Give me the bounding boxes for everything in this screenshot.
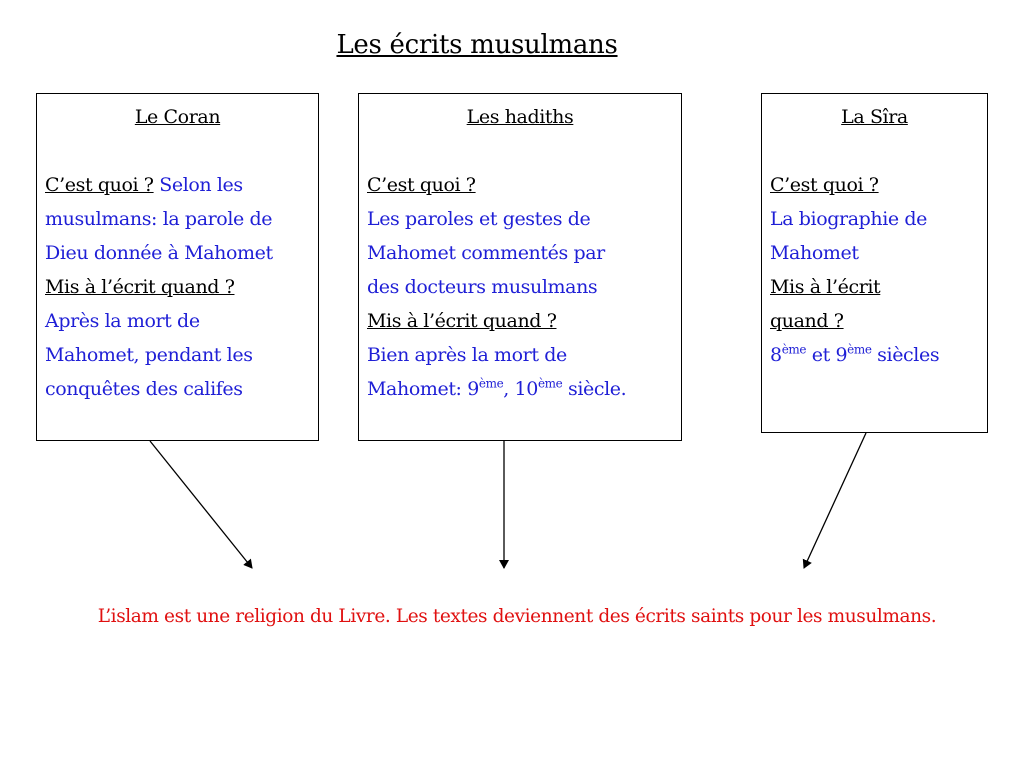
box-title: Les hadiths [466,106,574,128]
page-title: Les écrits musulmans [336,30,618,60]
answer-line: conquêtes des califes [45,378,243,400]
answer-inline: Selon les [153,174,243,196]
superscript: ème [478,376,504,391]
question-when: quand ? [770,310,844,332]
answer-text: siècles [871,344,940,366]
answer-line: Les paroles et gestes de [367,208,591,230]
question-what: C’est quoi ? [367,174,476,196]
conclusion-text: L’islam est une religion du Livre. Les textes deviennent des écrits saints pour les musulmans. [97,606,937,627]
superscript: ème [847,342,872,357]
answer-line: Mahomet [770,242,859,264]
answer-line: Après la mort de [45,310,200,332]
arrow-coran [150,441,252,568]
question-when: Mis à l’écrit quand ? [367,310,557,332]
answer-text: siècle. [562,378,627,400]
answer-text: , 10 [503,378,538,400]
answer-text: et 9 [806,344,848,366]
question-when: Mis à l’écrit [770,276,881,298]
answer-line: musulmans: la parole de [45,208,273,230]
arrow-sira [804,433,866,568]
answer-text: 8 [770,344,782,366]
answer-line: Mahomet commentés par [367,242,605,264]
superscript: ème [537,376,563,391]
answer-line: La biographie de [770,208,928,230]
question-when: Mis à l’écrit quand ? [45,276,235,298]
box-title: La Sîra [841,106,908,128]
answer-line: Mahomet, pendant les [45,344,253,366]
superscript: ème [781,342,807,357]
box-title: Le Coran [134,106,221,128]
question-what: C’est quoi ? [45,174,154,196]
answer-line: des docteurs musulmans [367,276,598,298]
answer-text: Mahomet: 9 [367,378,479,400]
question-what: C’est quoi ? [770,174,879,196]
answer-line: Bien après la mort de [367,344,567,366]
answer-line: Dieu donnée à Mahomet [45,242,273,264]
